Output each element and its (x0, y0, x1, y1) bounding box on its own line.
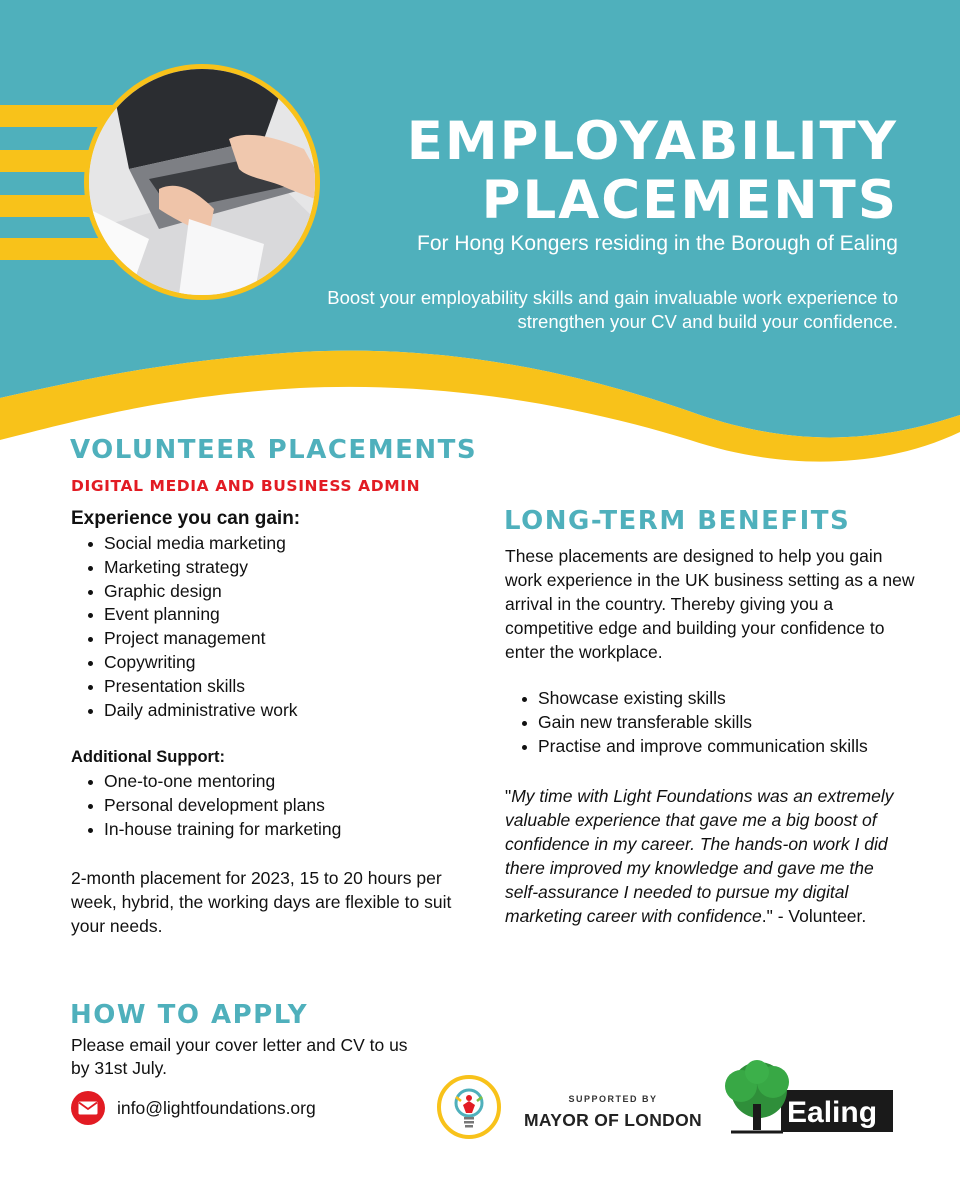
list-item: Presentation skills (71, 675, 298, 699)
ealing-text: Ealing (787, 1096, 878, 1129)
supported-by-label: SUPPORTED BY (568, 1094, 658, 1104)
benefits-text: These placements are designed to help you gain work experience in the UK business setting as a new arrival in the country. Thereby giving you a competitive edge and building your confidence to enter the workplace. (505, 546, 915, 662)
list-item: Showcase existing skills (505, 687, 868, 711)
benefits-list (505, 687, 868, 758)
placement-details: 2-month placement for 2023, 15 to 20 hours per week, hybrid, the working days are flexible to suit your needs. (71, 868, 452, 936)
testimonial-quote (505, 784, 905, 928)
page-title (407, 112, 898, 230)
list-item: In-house training for marketing (71, 818, 341, 842)
title-line-1: EMPLOYABILITY (406, 111, 898, 172)
gain-list (71, 532, 298, 722)
light-foundations-logo (437, 1075, 501, 1139)
support-heading: Additional Support: (71, 748, 225, 766)
list-item: Marketing strategy (71, 556, 298, 580)
email-contact[interactable] (71, 1091, 316, 1125)
intro-text: Boost your employability skills and gain invaluable work experience to strengthen your CV and build your confidence. (327, 287, 898, 332)
gain-heading: Experience you can gain: (71, 508, 301, 529)
volunteer-heading: VOLUNTEER PLACEMENTS (70, 435, 478, 465)
list-item: Social media marketing (71, 532, 298, 556)
volunteer-subheading: DIGITAL MEDIA AND BUSINESS ADMIN (71, 477, 421, 495)
mayor-of-london-logo (523, 1094, 703, 1131)
ealing-logo (721, 1060, 896, 1136)
list-item: One-to-one mentoring (71, 770, 341, 794)
benefits-heading: LONG-TERM BENEFITS (504, 506, 851, 536)
list-item: Copywriting (71, 651, 298, 675)
title-line-2: PLACEMENTS (481, 170, 898, 231)
quote-text: My time with Light Foundations was an extremely valuable experience that gave me a big boost of confidence in my career. The hands-on work I did there improved my knowledge and gave me the self-assurance I needed to pursue my digital marketing career with confidence (505, 786, 894, 926)
page-subtitle: For Hong Kongers residing in the Borough of Ealing (417, 232, 898, 255)
list-item: Practise and improve communication skills (505, 735, 868, 759)
list-item: Gain new transferable skills (505, 711, 868, 735)
mail-icon (71, 1091, 105, 1125)
list-item: Graphic design (71, 580, 298, 604)
list-item: Personal development plans (71, 794, 341, 818)
laptop-photo (84, 64, 320, 300)
support-list (71, 770, 341, 841)
apply-text: Please email your cover letter and CV to us by 31st July. (71, 1035, 408, 1078)
list-item: Project management (71, 627, 298, 651)
apply-heading: HOW TO APPLY (70, 1000, 309, 1030)
quote-open: " (505, 786, 512, 806)
list-item: Daily administrative work (71, 699, 298, 723)
mayor-label: MAYOR OF LONDON (524, 1110, 702, 1130)
list-item: Event planning (71, 603, 298, 627)
quote-attribution: ." - Volunteer. (761, 906, 867, 926)
email-link[interactable]: info@lightfoundations.org (117, 1097, 316, 1118)
